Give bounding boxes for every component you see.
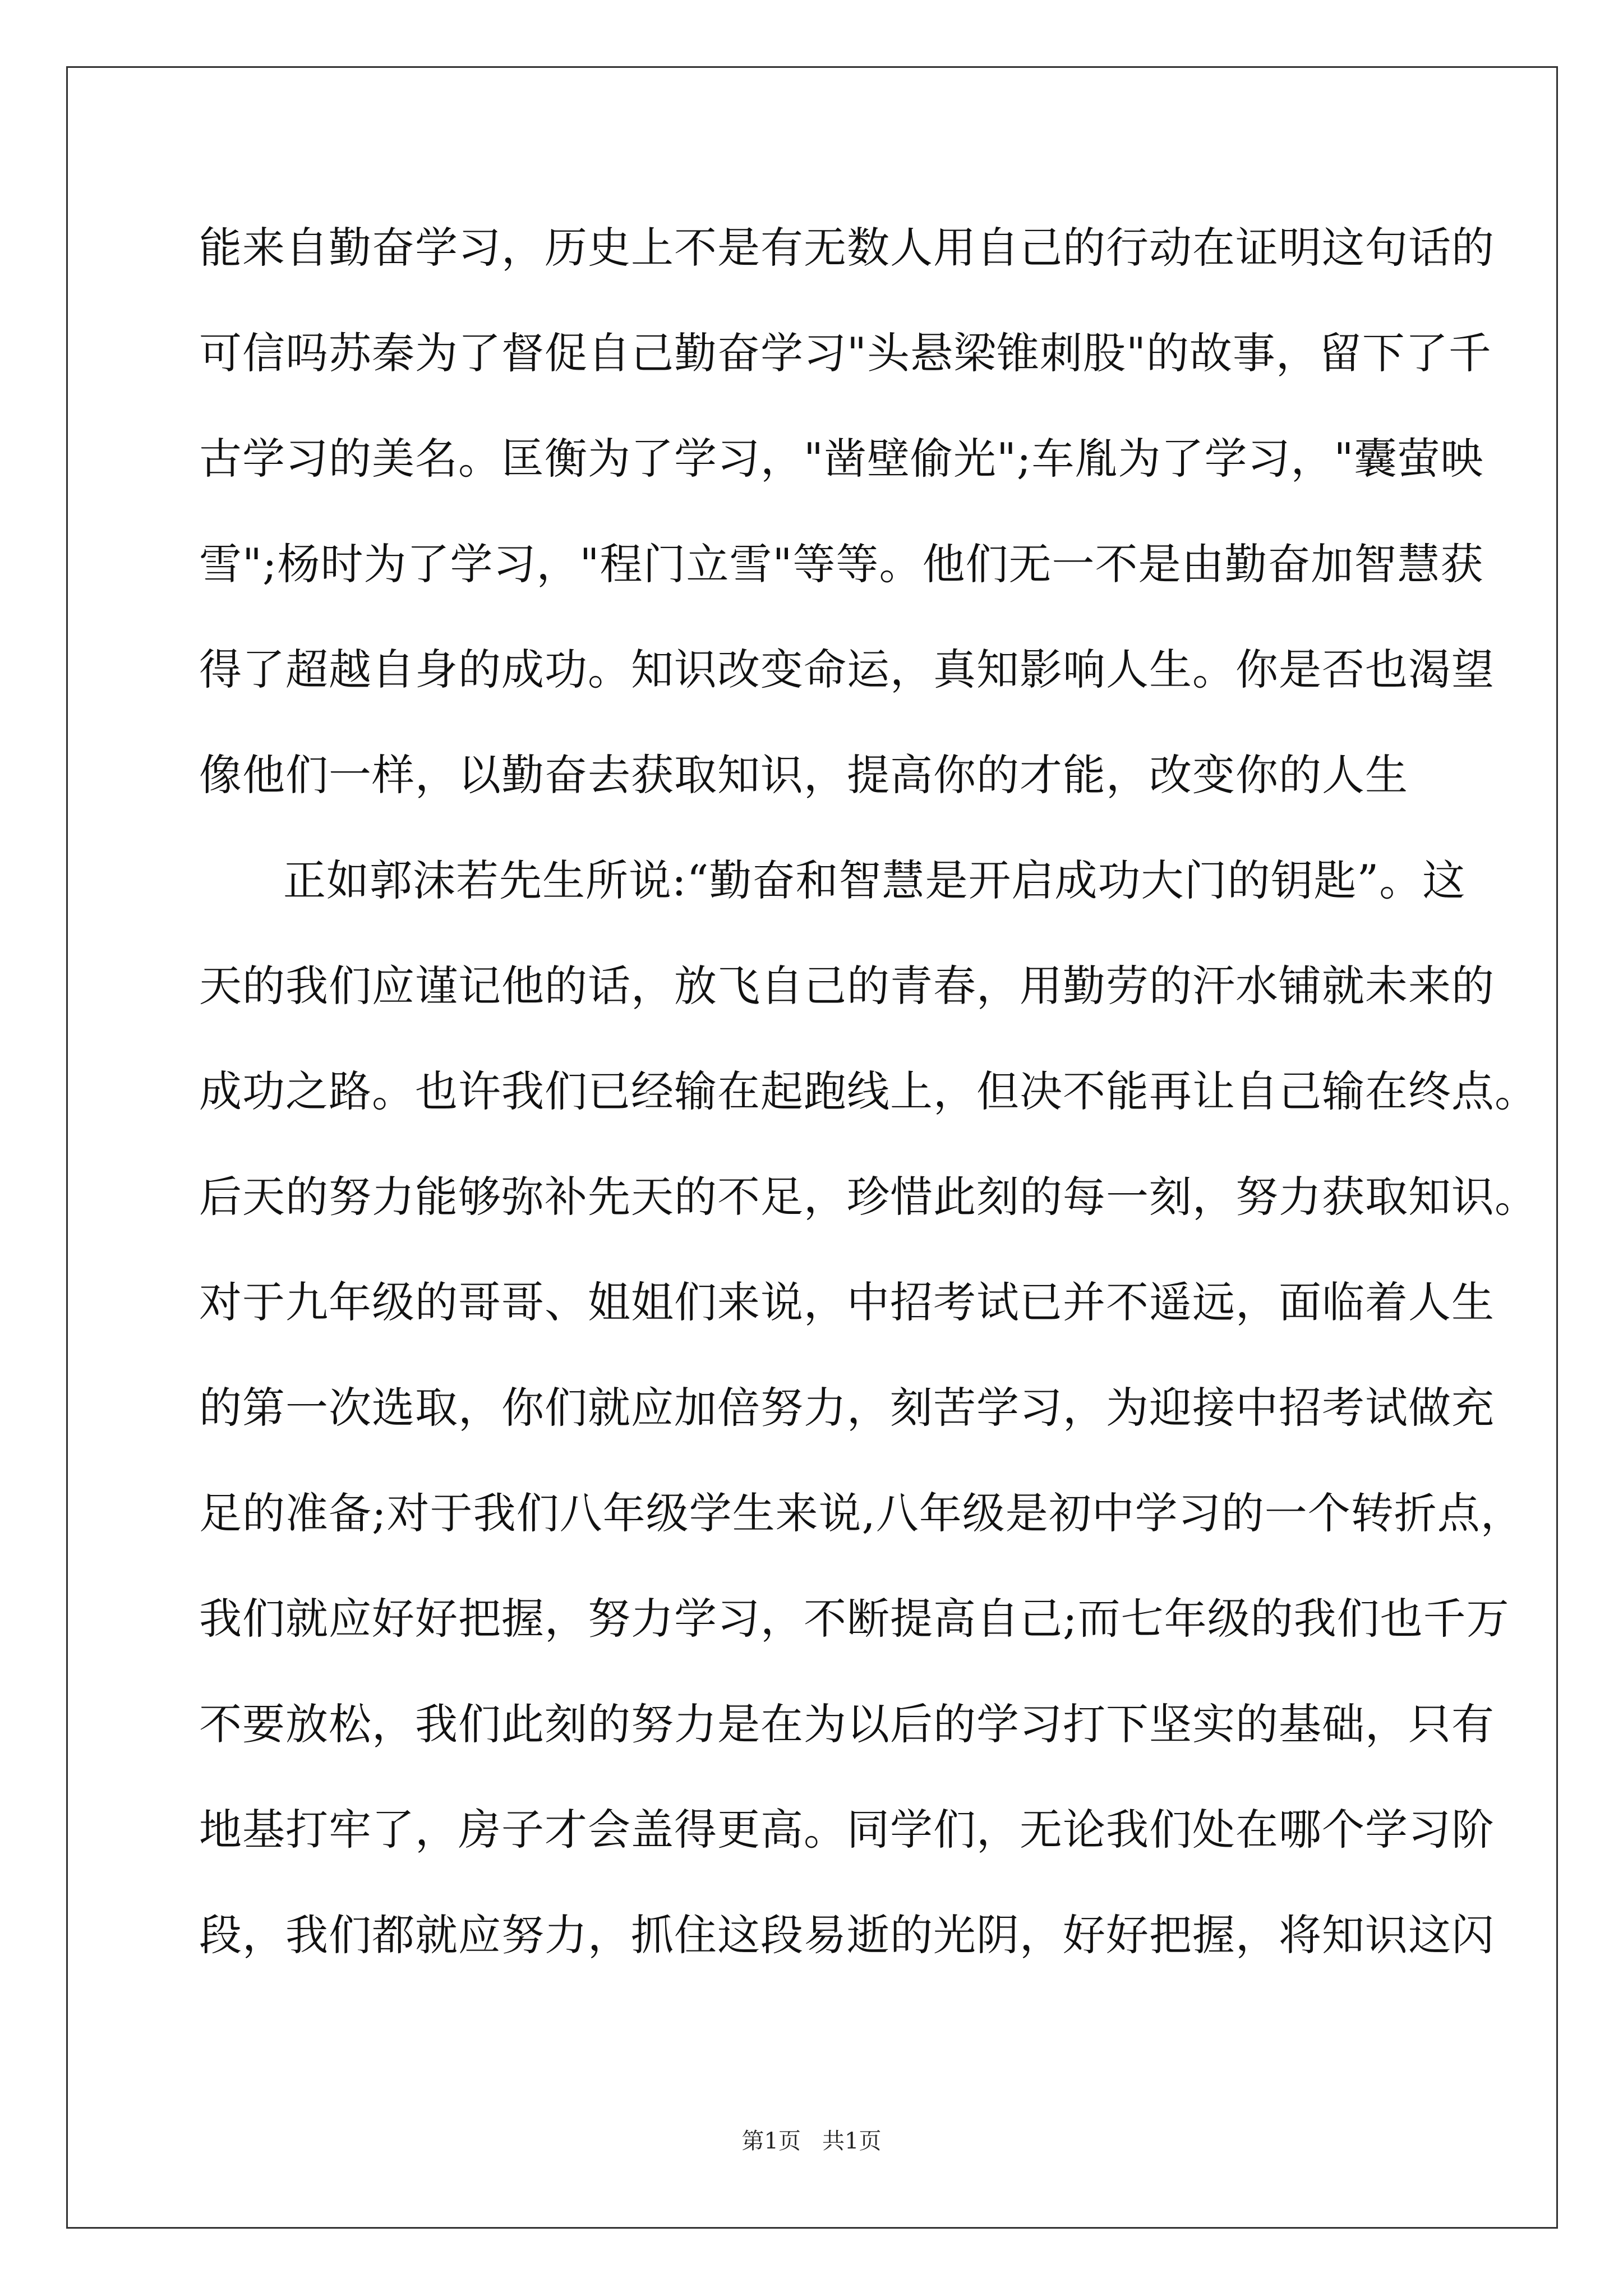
total-pages: 共1页 [822,2128,882,2154]
page-footer [0,2127,1623,2155]
text-line: 足的准备;对于我们八年级学生来说,八年级是初中学习的一个转折点， [199,1488,1524,1538]
body-text [199,217,1538,2010]
text-line: 的第一次选取，你们就应加倍努力，刻苦学习，为迎接中招考试做充 [199,1383,1495,1433]
text-line: 段，我们都就应努力，抓住这段易逝的光阴，好好把握，将知识这闪 [199,1910,1495,1960]
paragraph-start-line: 正如郭沫若先生所说:“勤奋和智慧是开启成功大门的钥匙”。这 [283,855,1466,905]
text-line: 古学习的美名。匡衡为了学习，"凿壁偷光";车胤为了学习，"囊萤映 [199,434,1484,484]
text-line: 我们就应好好把握，努力学习，不断提高自己;而七年级的我们也千万 [199,1594,1510,1644]
text-line: 地基打牢了，房子才会盖得更高。同学们，无论我们处在哪个学习阶 [199,1805,1495,1855]
text-line: 可信吗苏秦为了督促自己勤奋学习"头悬梁锥刺股"的故事，留下了千 [199,328,1492,378]
text-line: 像他们一样，以勤奋去获取知识，提高你的才能，改变你的人生 [199,750,1408,800]
text-line: 后天的努力能够弥补先天的不足，珍惜此刻的每一刻，努力获取知识。 [199,1172,1538,1222]
text-line: 天的我们应谨记他的话，放飞自己的青春，用勤劳的汗水铺就未来的 [199,961,1495,1011]
text-line: 雪";杨时为了学习，"程门立雪"等等。他们无一不是由勤奋加智慧获 [199,539,1484,589]
text-line: 不要放松，我们此刻的努力是在为以后的学习打下坚实的基础，只有 [199,1699,1495,1749]
text-line: 成功之路。也许我们已经输在起跑线上，但决不能再让自己输在终点。 [199,1066,1538,1116]
text-line: 得了超越自身的成功。知识改变命运，真知影响人生。你是否也渴望 [199,645,1495,694]
text-line: 对于九年级的哥哥、姐姐们来说，中招考试已并不遥远，面临着人生 [199,1277,1495,1327]
page-number: 第1页 [741,2128,801,2154]
text-line: 能来自勤奋学习，历史上不是有无数人用自己的行动在证明这句话的 [199,223,1495,273]
